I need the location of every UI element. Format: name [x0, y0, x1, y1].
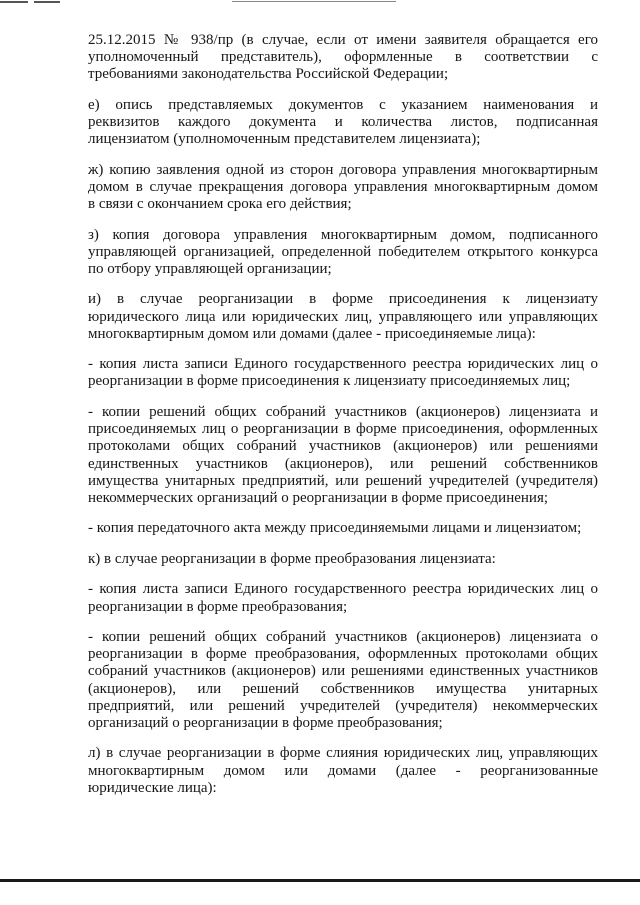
text-line: требованиями законодательства Российской Федерации; — [88, 66, 449, 83]
text-line: юридического лица или юридических лиц, управляющего или управляющих — [88, 308, 598, 325]
text-line: з) копия договора управления многоквартирным домом, подписанного — [88, 226, 598, 243]
text-line: и) в случае реорганизации в форме присоединения к лицензиату — [88, 291, 598, 308]
text-line: л) в случае реорганизации в форме слияния юридических лиц, управляющих — [88, 745, 598, 762]
item-k-transformation — [88, 551, 598, 568]
text-line: собраний участников (акционеров) или решениями единственных участников — [88, 663, 598, 680]
text-line: - копия листа записи Единого государственного реестра юридических лиц о — [88, 581, 598, 598]
text-line: реквизитов каждого документа и количества листов, подписанная — [88, 114, 598, 131]
text-line: управляющей организацией, определенной победителем открытого конкурса — [88, 243, 598, 260]
paragraph-continuation — [88, 32, 598, 84]
item-e-inventory — [88, 97, 598, 149]
text-line: - копия листа записи Единого государственного реестра юридических лиц о — [88, 356, 598, 373]
scan-edge-line-top-left — [0, 1, 28, 3]
text-line: - копии решений общих собраний участников (акционеров) лицензиата о — [88, 629, 598, 646]
text-line: - копия передаточного акта между присоединяемыми лицами и лицензиатом; — [88, 520, 582, 537]
scan-edge-line-bottom — [0, 879, 640, 882]
text-line: по отбору управляющей организации; — [88, 260, 332, 277]
subitem-meeting-decisions-transformation — [88, 629, 598, 732]
text-line: многоквартирным домом или домами (далее - реорганизованные — [88, 762, 598, 779]
text-line: уполномоченный представитель), оформленные в соответствии с — [88, 49, 598, 66]
text-line: - копии решений общих собраний участников (акционеров) лицензиата и — [88, 403, 598, 420]
item-i-accession — [88, 291, 598, 343]
text-line: единственных участников (акционеров), или решений собственников — [88, 455, 598, 472]
item-zh-application-copy — [88, 162, 598, 214]
text-line: к) в случае реорганизации в форме преобразования лицензиата: — [88, 550, 496, 567]
text-line: (акционеров), или решений собственников имущества унитарных — [88, 680, 598, 697]
text-line: реорганизации в форме присоединения к лицензиату присоединяемых лиц; — [88, 373, 571, 390]
document-body — [88, 32, 598, 797]
text-line: некоммерческих организаций о реорганизации в форме присоединения; — [88, 489, 549, 506]
text-line: реорганизации в форме преобразования; — [88, 598, 348, 615]
text-line: имущества унитарных предприятий, или решений учредителей (учредителя) — [88, 472, 598, 489]
subitem-register-extract-accession — [88, 356, 598, 390]
subitem-transfer-act — [88, 520, 598, 537]
text-line: лицензиатом (уполномоченным представителем лицензиата); — [88, 131, 481, 148]
item-l-merger — [88, 745, 598, 797]
text-line: ж) копию заявления одной из сторон договора управления многоквартирным — [88, 161, 598, 178]
text-line: е) опись представляемых документов с указанием наименования и — [88, 96, 598, 113]
item-z-contract-copy — [88, 227, 598, 279]
text-line: реорганизации в форме преобразования, оформленных протоколами общих — [88, 646, 598, 663]
text-line: организаций о реорганизации в форме преобразования; — [88, 714, 443, 731]
scan-edge-line-top-center — [232, 1, 396, 2]
subitem-register-extract-transformation — [88, 581, 598, 615]
text-line: 25.12.2015 № 938/пр (в случае, если от имени заявителя обращается его — [88, 32, 598, 48]
subitem-meeting-decisions-accession — [88, 404, 598, 507]
text-line: предприятий, или решений учредителей (учредителя) некоммерческих — [88, 697, 598, 714]
text-line: присоединяемых лиц о реорганизации в форме присоединения, оформленных — [88, 421, 598, 438]
text-line: юридические лица): — [88, 779, 217, 796]
scan-edge-line-top-left-2 — [34, 1, 60, 3]
text-line: многоквартирным домом или домами (далее - присоединяемые лица): — [88, 325, 536, 342]
text-line: в связи с окончанием срока его действия; — [88, 196, 352, 213]
text-line: домом в случае прекращения договора управления многоквартирным домом — [88, 178, 598, 195]
text-line: протоколами общих собраний участников (акционеров) или решениями — [88, 438, 598, 455]
